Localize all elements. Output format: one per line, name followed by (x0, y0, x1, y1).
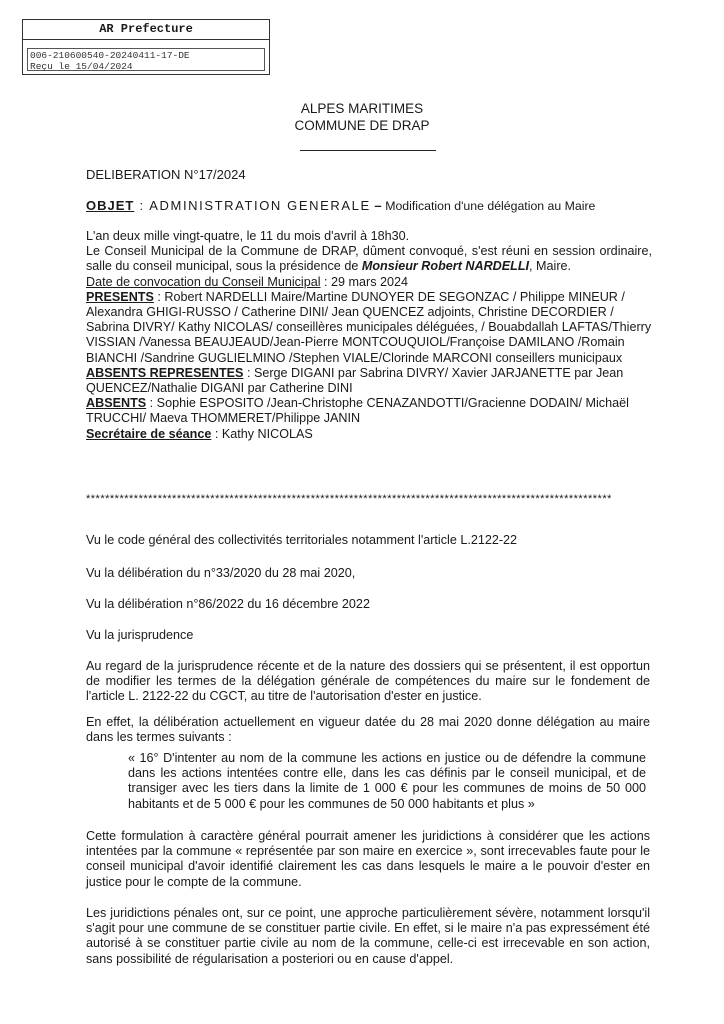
objet-label: OBJET (86, 198, 135, 213)
vu-line: Vu la délibération du n°33/2020 du 28 mai 2020, (86, 566, 356, 580)
objet-separator: : (134, 198, 150, 213)
session-intro-end: , Maire. (529, 259, 572, 274)
paragraph-penal-jurisdictions: Les juridictions pénales ont, sur ce point, une approche particulièrement sévère, notamment lorsqu'il s'agit pour une commune de se constituer partie civile. En effet, si le maire n'a pas expressément été autorisé à se constituer partie civile au nom de la commune, celle-ci est irrecevable en son action, sans possibilité de régularisation a posteriori ou en cause d'appel. (86, 906, 650, 966)
stamp-received-date: Reçu le 15/04/2024 (30, 61, 133, 72)
objet-line (86, 198, 646, 214)
session-block (86, 229, 652, 442)
session-intro-text: Le Conseil Municipal de la Commune de DRAP, dûment convoqué, s'est réuni en session ordinaire, salle du conseil municipal, sous la présidence de (86, 244, 652, 274)
paragraph-current-delegation: En effet, la délibération actuellement en vigueur datée du 28 mai 2020 donne délégation au maire dans les termes suivants : (86, 715, 650, 745)
absents-line (86, 396, 652, 426)
paragraph-formulation: Cette formulation à caractère général pourrait amener les juridictions à considérer que les actions intentées par la commune « représentée par son maire en exercice », sont irrecevables faute pour le conseil municipal d'avoir identifié clairement les cas dans lesquels le maire a le pouvoir d'ester en justice pour le compte de la commune. (86, 829, 650, 889)
delegation-quote: « 16° D'intenter au nom de la commune les actions en justice ou de défendre la commune dans les actions intentées contre elle, dans les cas définis par le conseil municipal, et de transiger avec les tiers dans la limite de 1 000 € pour les communes de moins de 50 000 habitants et de 5 000 € pour les communes de 50 000 habitants et plus » (128, 751, 646, 811)
prefecture-stamp (22, 19, 270, 75)
session-president: Monsieur Robert NARDELLI (361, 259, 530, 274)
convocation-date: : 29 mars 2024 (320, 274, 409, 289)
presents-line (86, 290, 652, 366)
objet-title: Modification d'une délégation au Maire (385, 199, 596, 213)
presents-list: : Robert NARDELLI Maire/Martine DUNOYER DE SEGONZAC / Philippe MINEUR / Alexandra GHIGI-RUSSO / Catherine DINI/ Jean QUENCEZ adjoints, Christine DECORDIER / Sabrina DIVRY/ Kathy NICOLAS/ conseillères municipales déléguées, / Bouabdallah LAFTAS/Thierry VISSIAN /Vanessa BEAUJEAUD/Jean-Pierre MONTCOUQUIOL/Françoise DAMILANO /Romain BIANCHI /Sandrine GUGLIELMINO /Stephen VIALE/Clorinde MARCONI conseillers municipaux (86, 289, 652, 365)
stamp-title: AR Prefecture (23, 20, 269, 40)
deliberation-number: DELIBERATION N°17/2024 (86, 167, 246, 182)
represented-line (86, 366, 652, 396)
absents-label: ABSENTS (86, 396, 147, 411)
commune-heading: COMMUNE DE DRAP (294, 118, 430, 133)
secretary-name: : Kathy NICOLAS (211, 426, 313, 441)
vu-line: Vu le code général des collectivités territoriales notamment l'article L.2122-22 (86, 533, 518, 547)
header-divider (300, 150, 436, 151)
absents-list: : Sophie ESPOSITO /Jean-Christophe CENAZANDOTTI/Gracienne DODAIN/ Michaël TRUCCHI/ Maeva THOMMERET/Philippe JANIN (86, 396, 629, 426)
paragraph-context: Au regard de la jurisprudence récente et de la nature des dossiers qui se présentent, il est opportun de modifier les termes de la délégation générale de compétences du maire sur le fondement de l'article L. 2122-22 du CGCT, au titre de l'autorisation d'ester en justice. (86, 659, 650, 704)
objet-category: ADMINISTRATION GENERALE (149, 198, 371, 213)
session-date: L'an deux mille vingt-quatre, le 11 du mois d'avril à 18h30. (86, 229, 410, 243)
star-separator: ************************************************************************************************************** (86, 493, 612, 505)
stamp-details (27, 48, 265, 71)
objet-dash: – (370, 198, 386, 213)
represented-list: : Serge DIGANI par Sabrina DIVRY/ Xavier JARJANETTE par Jean QUENCEZ/Nathalie DIGANI par Catherine DINI (86, 365, 624, 396)
secretary-label: Secrétaire de séance (86, 426, 212, 441)
convocation-line (86, 275, 652, 290)
presents-label: PRESENTS (86, 289, 154, 304)
vu-line: Vu la jurisprudence (86, 628, 194, 642)
convocation-label: Date de convocation du Conseil Municipal (86, 274, 321, 289)
represented-label: ABSENTS REPRESENTES (86, 365, 244, 380)
vu-line: Vu la délibération n°86/2022 du 16 décembre 2022 (86, 597, 370, 611)
stamp-reference: 006-210600540-20240411-17-DE (30, 50, 190, 61)
session-intro (86, 244, 652, 274)
secretary-line (86, 427, 652, 442)
department-heading: ALPES MARITIMES (300, 101, 424, 116)
